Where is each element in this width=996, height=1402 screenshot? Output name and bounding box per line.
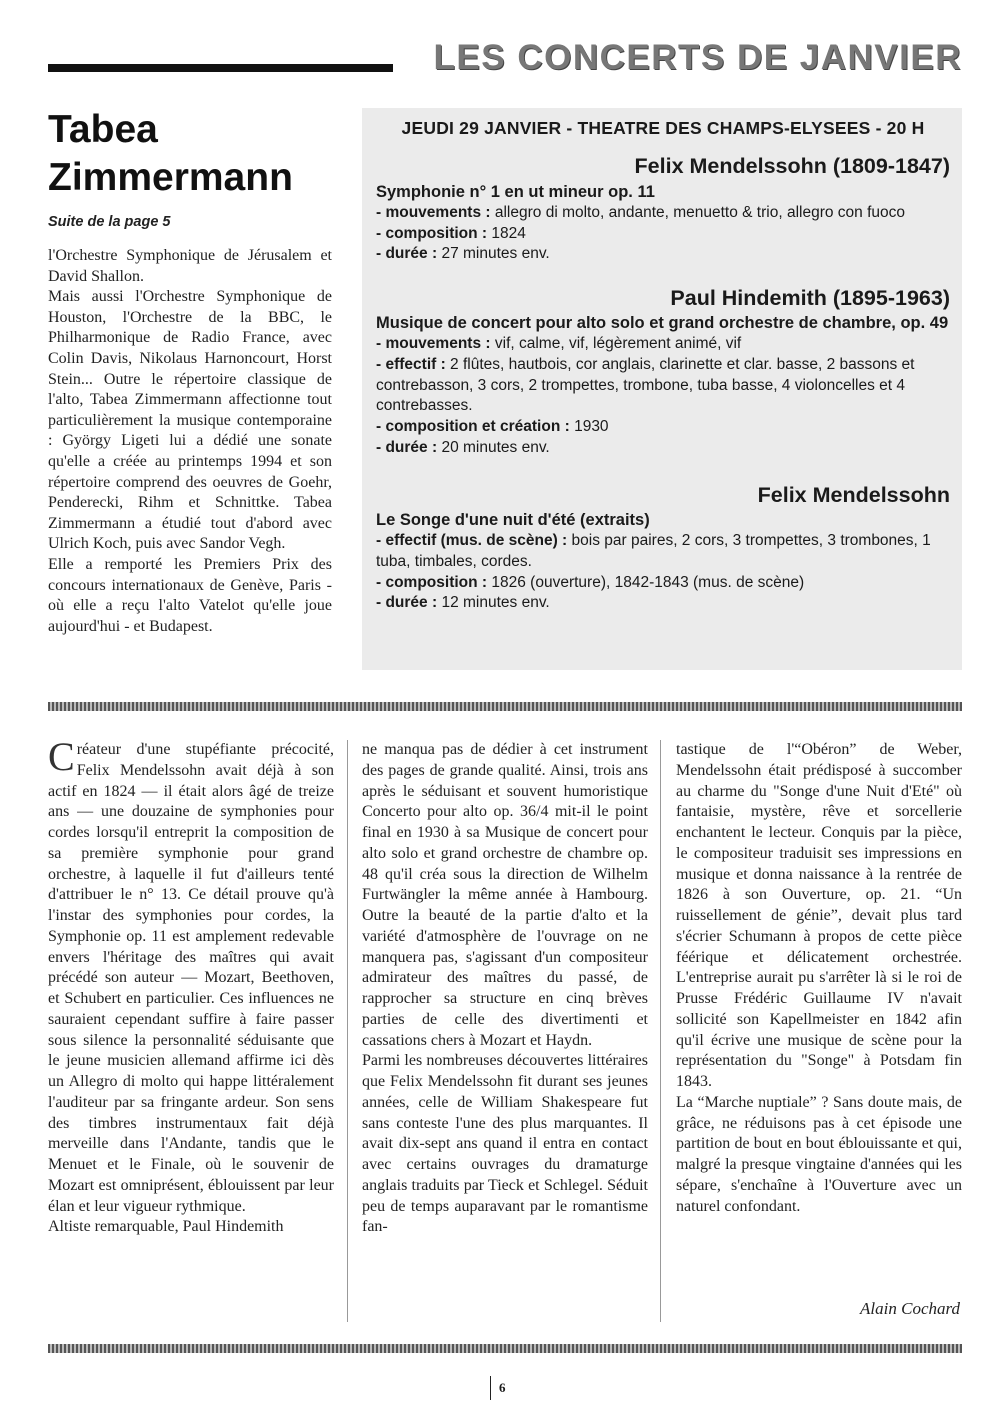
work-detail (376, 224, 950, 245)
bio-paragraph: l'Orchestre Symphonique de Jérusalem et David Shallon. (48, 247, 332, 285)
article-paragraph: Parmi les nombreuses découvertes littéraires que Felix Mendelssohn fit durant ses jeunes années, celle de William Shakespeare fut sans conteste l'une des plus marquantes. Il avait dix-sept ans quand il entra en contact avec certains ouvrages du dramaturge anglais traduits par Tieck et Schlegel. Séduit peu de temps auparavant par le romantisme fan- (362, 1052, 648, 1236)
composer-heading: Paul Hindemith (1895-1963) (670, 286, 950, 311)
detail-value: 1824 (487, 224, 526, 242)
detail-value: 20 minutes env. (437, 438, 550, 456)
detail-label: - composition et création : (376, 417, 570, 435)
artist-name: Tabea Zimmermann (48, 108, 293, 199)
detail-label: - mouvements : (376, 335, 491, 353)
article-column-3 (676, 740, 962, 1217)
detail-value: 1826 (ouverture), 1842-1843 (mus. de scène) (487, 573, 805, 591)
work-detail (376, 244, 950, 265)
page-number: 6 (490, 1376, 506, 1400)
composer-heading: Felix Mendelssohn (1809-1847) (634, 154, 950, 178)
concert-date: JEUDI 29 JANVIER - THEATRE DES CHAMPS-ELYSEES - 20 H (401, 118, 925, 138)
detail-label: - durée : (376, 438, 438, 456)
detail-label: - durée : (376, 245, 438, 263)
work-detail (376, 355, 950, 417)
artist-bio (48, 246, 332, 637)
detail-label: - mouvements : (376, 204, 491, 221)
composer-heading: Felix Mendelssohn (757, 483, 950, 508)
work-title: Symphonie n° 1 en ut mineur op. 11 (376, 183, 655, 201)
work-detail (376, 531, 950, 572)
bio-paragraph: Mais aussi l'Orchestre Symphonique de Houston, l'Orchestre de la BBC, le Philharmonique de Radio France, avec Colin Davis, Nikolaus Harnoncourt, Horst Stein... Outre le répertoire classique de l'alto, Tabea Zimmermann affectionne tout particulièrement la musique contemporaine : György Ligeti lui a dédié une sonate qu'elle a créée au printemps 1994 et son répertoire comprend des oeuvres de Goehr, Penderecki, Rihm et Schnittke. Tabea Zimmermann a étudié tout d'abord avec Ulrich Koch, puis avec Sandor Vegh. (48, 288, 332, 553)
paragraph-text: réateur d'une stupéfiante précocité, Felix Mendelssohn avait déjà à son actif en 1824 — il était alors âgé de treize ans — une douzaine de symphonies pour cordes lorsqu'il entreprit la composition de sa première symphonie pour grand orchestre, à laquelle il fut d'ailleurs tenté d'attribuer le n° 13. Ce détail prouve qu'à l'instar des symphonies pour cordes, la Symphonie op. 11 est amplement redevable envers l'héritage des maîtres qui avait précédé son auteur — Mozart, Beethoven, et Schubert en particulier. Ces influences ne sauraient cependant suffire à faire passer sous silence la personnalité séduisante que le jeune musicien allemand affirme ici dès un Allegro di molto qui happe littéralement l'auditeur par sa fringante ardeur. Son sens des timbres instrumentaux fait déjà merveille dans l'Andante, tandis que le Menuet et le Finale, où le souvenir de Mozart est omniprésent, éblouissent par leur élan et leur vigueur rythmique. (48, 741, 334, 1215)
detail-value: bois par paires, 2 cors, 3 trompettes, 3 trombones, 1 tuba, timbales, cordes. (376, 532, 931, 571)
detail-label: - durée : (376, 594, 438, 612)
work-title: Le Songe d'une nuit d'été (extraits) (376, 511, 650, 530)
column-rule (660, 740, 661, 1322)
section-separator (48, 702, 962, 711)
detail-value: 1930 (569, 417, 609, 435)
article-paragraph: La “Marche nuptiale” ? Sans doute mais, de grâce, ne réduisons pas à cet épisode une partition de bout en bout éblouissante et qui, malgré la presque vingtaine d'années qui les sépare, s'enchaîne à l'Ouverture avec un naturel confondant. (676, 1093, 962, 1215)
drop-cap: C (48, 734, 75, 779)
work-title: Musique de concert pour alto solo et grand orchestre de chambre, op. 49 (376, 314, 949, 333)
continued-note: Suite de la page 5 (48, 214, 171, 230)
detail-label: - composition : (376, 224, 488, 242)
work-detail (376, 203, 950, 224)
article-paragraph (48, 734, 334, 1217)
section-separator (48, 1344, 962, 1353)
article-column-2 (362, 740, 648, 1238)
work-detail (376, 438, 950, 459)
detail-label: - effectif (mus. de scène) : (376, 532, 568, 550)
work-detail (376, 573, 950, 594)
bio-paragraph: Elle a remporté les Premiers Prix des concours internationaux de Genève, Paris - où elle a reçu l'alto Vatelot qu'elle joue aujourd'hui - et Budapest. (48, 555, 332, 635)
detail-value: 27 minutes env. (437, 245, 550, 263)
detail-label: - composition : (376, 573, 488, 591)
work-detail (376, 417, 950, 438)
work-detail (376, 593, 950, 614)
header-rule (48, 64, 393, 72)
detail-label: - effectif : (376, 355, 446, 373)
article-paragraph: tastique de l'“Obéron” de Weber, Mendelssohn était prédisposé à succomber au charme du "Songe d'une Nuit d'Eté" où fantaisie, mystère, rêve et sorcellerie enchantent le lecteur. Conquis par la pièce, le compositeur traduisit ses impressions en musique et donna naissance à la rentrée de 1826 à son Ouverture, op. 21. “Un ruissellement de génie”, devait plus tard s'écrier Schumann à propos de cette pièce féérique et délicatement orchestrée. L'entreprise aurait pu s'arrêter là si le roi de Prusse Frédéric Guillaume IV n'avait sollicité son Kapellmeister en 1842 afin qu'il écrive une musique de scène pour la représentation du "Songe" à Potsdam fin 1843. (676, 741, 962, 1090)
article-author: Alain Cochard (860, 1299, 960, 1318)
concert-program (362, 108, 962, 670)
detail-value: 2 flûtes, hautbois, cor anglais, clarinette et clar. basse, 2 bassons et contrebasson, 3 cors, 2 trompettes, trombone, tuba basse, 4 violoncelles et 4 contrebasses. (376, 355, 915, 415)
work-detail (376, 334, 950, 355)
detail-value: allegro di molto, andante, menuetto & trio, allegro con fuoco (490, 204, 906, 221)
article-paragraph: Altiste remarquable, Paul Hindemith (48, 1218, 284, 1236)
article-paragraph: ne manqua pas de dédier à cet instrument des pages de grande qualité. Ainsi, trois ans après le séduisant et souvent humoristique Concerto pour alto op. 36/4 mit-il le point final en 1930 à sa Musique de concert pour alto solo et grand orchestre de chambre op. 48 qu'il créa sous la direction de Wilhelm Furtwängler la même année à Hambourg. Outre la beauté de la partie d'alto et la variété d'atmosphère de l'ouvrage on ne manquera pas, s'agissant d'un compositeur admirateur des maîtres du passé, de rapprocher sa structure en cinq brèves parties de celle des divertimenti et cassations chers à Mozart et Haydn. (362, 741, 648, 1049)
article-column-1 (48, 734, 334, 1238)
page-header-title: LES CONCERTS DE JANVIER (433, 38, 962, 77)
detail-value: 12 minutes env. (437, 594, 550, 612)
column-rule (347, 740, 348, 1322)
detail-value: vif, calme, vif, légèrement animé, vif (490, 335, 742, 353)
